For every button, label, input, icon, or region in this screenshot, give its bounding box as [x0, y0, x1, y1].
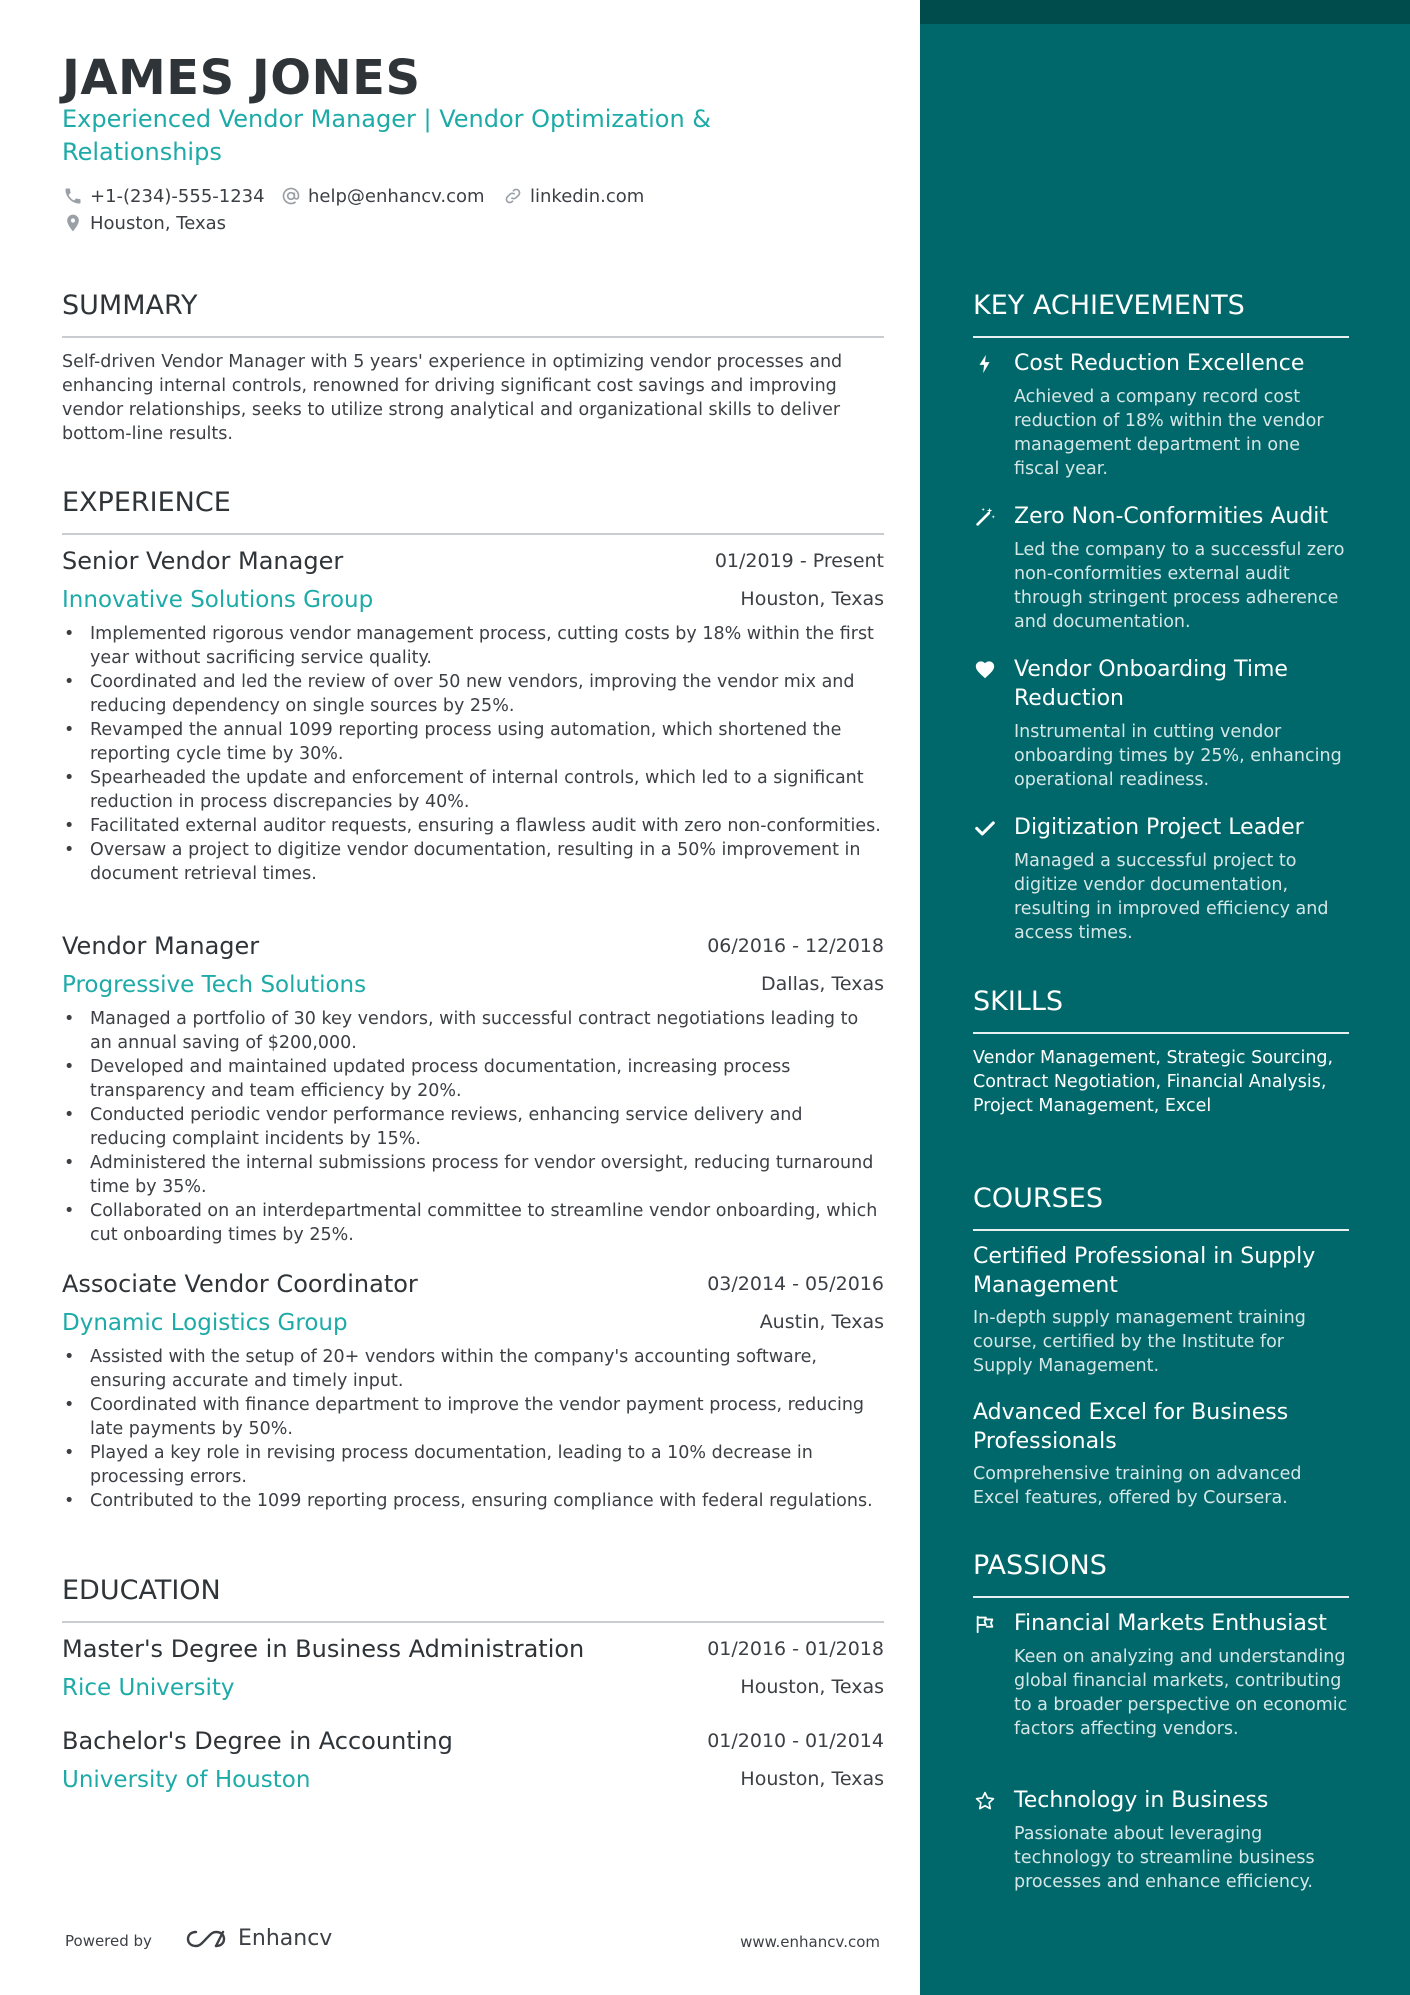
- email-text: help@enhancv.com: [308, 185, 485, 207]
- job-entry: [62, 547, 884, 886]
- bullet-item: • Spearheaded the update and enforcement of internal controls, which led to a significant reduction in process discrepancies by 40%.: [62, 766, 884, 814]
- job-dates: 03/2014 - 05/2016: [707, 1273, 884, 1295]
- link-icon: [502, 185, 524, 207]
- sidebar-top-band: [920, 0, 1410, 24]
- passion-title: Financial Markets Enthusiast: [1014, 1611, 1327, 1636]
- section-divider: [973, 1032, 1349, 1034]
- skills-text: Vendor Management, Strategic Sourcing, Contract Negotiation, Financial Analysis, Project Management, Excel: [973, 1048, 1334, 1116]
- sidebar: [920, 0, 1410, 1995]
- headline: Experienced Vendor Manager | Vendor Optimization & Relationships: [62, 105, 712, 166]
- heart-icon: [973, 658, 997, 682]
- job-dates: 01/2019 - Present: [714, 550, 884, 572]
- achievement-title: Zero Non-Conformities Audit: [1014, 504, 1329, 529]
- experience-heading: EXPERIENCE: [62, 487, 231, 518]
- passion-title: Technology in Business: [1014, 1788, 1269, 1813]
- bolt-icon: [973, 352, 997, 376]
- bullet-item: • Facilitated external auditor requests, ensuring a flawless audit with zero non-conformities.: [62, 814, 884, 838]
- achievement-title: Vendor Onboarding Time Reduction: [1014, 657, 1288, 711]
- education-entry: [62, 1635, 884, 1715]
- school-name[interactable]: Rice University: [62, 1675, 235, 1701]
- education-dates: 01/2010 - 01/2014: [707, 1730, 884, 1752]
- company-name[interactable]: Progressive Tech Solutions: [62, 972, 367, 998]
- section-divider: [973, 336, 1349, 338]
- bullet-item: • Assisted with the setup of 20+ vendors within the company's accounting software, ensuring accurate and timely input.: [62, 1345, 884, 1393]
- phone-text: +1-(234)-555-1234: [90, 185, 265, 207]
- company-name[interactable]: Dynamic Logistics Group: [62, 1310, 348, 1336]
- job-location: Austin, Texas: [759, 1311, 884, 1333]
- school-name[interactable]: University of Houston: [62, 1767, 311, 1793]
- bullet-item: • Played a key role in revising process documentation, leading to a 10% decrease in processing errors.: [62, 1441, 884, 1489]
- powered-by-text: Powered by: [65, 1932, 152, 1950]
- achievement-desc: Instrumental in cutting vendor onboarding times by 25%, enhancing operational readiness.: [1014, 722, 1342, 790]
- courses-heading: COURSES: [973, 1183, 1103, 1214]
- achievement-item: [973, 349, 1349, 481]
- job-title: Vendor Manager: [62, 932, 260, 960]
- course-title: Advanced Excel for Business Professionals: [973, 1400, 1289, 1454]
- bullet-item: • Developed and maintained updated process documentation, increasing process transparency and team efficiency by 20%.: [62, 1055, 884, 1103]
- job-bullets: [62, 622, 884, 886]
- linkedin-text: linkedin.com: [530, 185, 645, 207]
- school-location: Houston, Texas: [740, 1676, 884, 1698]
- job-entry: [62, 932, 884, 1247]
- passion-desc: Passionate about leveraging technology to streamline business processes and enhance efficiency.: [1014, 1824, 1315, 1892]
- achievement-desc: Led the company to a successful zero non-conformities external audit through stringent process adherence and documentation.: [1014, 540, 1345, 632]
- skills-heading: SKILLS: [973, 986, 1064, 1017]
- candidate-name: JAMES JONES: [62, 50, 421, 106]
- passion-item: [973, 1609, 1349, 1741]
- section-divider: [62, 1621, 884, 1623]
- course-desc: Comprehensive training on advanced Excel features, offered by Coursera.: [973, 1464, 1302, 1508]
- brand-name: Enhancv: [238, 1926, 333, 1951]
- phone-contact[interactable]: [62, 183, 265, 209]
- section-divider: [62, 533, 884, 535]
- star-icon: [973, 1789, 997, 1813]
- degree-title: Master's Degree in Business Administration: [62, 1635, 585, 1663]
- course-desc: In-depth supply management training course, certified by the Institute for Supply Management.: [973, 1308, 1306, 1376]
- achievement-item: [973, 813, 1349, 945]
- checkmark-icon: [973, 816, 997, 840]
- enhancv-logo[interactable]: [184, 1926, 332, 1951]
- bullet-item: • Collaborated on an interdepartmental committee to streamline vendor onboarding, which cut onboarding times by 25%.: [62, 1199, 884, 1247]
- bullet-item: • Contributed to the 1099 reporting process, ensuring compliance with federal regulations.: [62, 1489, 884, 1513]
- achievement-desc: Achieved a company record cost reduction of 18% within the vendor management department in one fiscal year.: [1014, 387, 1324, 479]
- section-divider: [973, 1229, 1349, 1231]
- achievement-title: Cost Reduction Excellence: [1014, 351, 1305, 376]
- at-icon: [280, 185, 302, 207]
- job-location: Houston, Texas: [740, 588, 884, 610]
- school-location: Houston, Texas: [740, 1768, 884, 1790]
- bullet-item: • Oversaw a project to digitize vendor documentation, resulting in a 50% improvement in document retrieval times.: [62, 838, 884, 886]
- bullet-item: • Administered the internal submissions process for vendor oversight, reducing turnaround time by 35%.: [62, 1151, 884, 1199]
- section-divider: [973, 1596, 1349, 1598]
- education-heading: EDUCATION: [62, 1575, 221, 1606]
- bullet-item: • Coordinated and led the review of over 50 new vendors, improving the vendor mix and reducing dependency on single sources by 25%.: [62, 670, 884, 718]
- location-text: Houston, Texas: [90, 212, 227, 234]
- job-dates: 06/2016 - 12/2018: [707, 935, 884, 957]
- achievement-item: [973, 502, 1349, 634]
- magic-wand-icon: [973, 505, 997, 529]
- course-title: Certified Professional in Supply Management: [973, 1244, 1316, 1298]
- bullet-item: • Conducted periodic vendor performance reviews, enhancing service delivery and reducing complaint incidents by 15%.: [62, 1103, 884, 1151]
- job-bullets: [62, 1345, 884, 1513]
- passion-desc: Keen on analyzing and understanding global financial markets, contributing to a broader perspective on economic factors affecting vendors.: [1014, 1647, 1348, 1739]
- footer: [62, 1928, 884, 1958]
- passions-heading: PASSIONS: [973, 1550, 1107, 1581]
- passion-item: [973, 1786, 1349, 1894]
- company-name[interactable]: Innovative Solutions Group: [62, 587, 374, 613]
- summary-heading: SUMMARY: [62, 290, 198, 321]
- education-dates: 01/2016 - 01/2018: [707, 1638, 884, 1660]
- degree-title: Bachelor's Degree in Accounting: [62, 1727, 453, 1755]
- education-entry: [62, 1727, 884, 1807]
- infinity-logo-icon: [184, 1927, 230, 1951]
- bullet-item: • Managed a portfolio of 30 key vendors, with successful contract negotiations leading to an annual saving of $200,000.: [62, 1007, 884, 1055]
- job-entry: [62, 1270, 884, 1513]
- flag-icon: [973, 1612, 997, 1636]
- job-location: Dallas, Texas: [761, 973, 884, 995]
- job-title: Associate Vendor Coordinator: [62, 1270, 418, 1298]
- bullet-item: • Implemented rigorous vendor management process, cutting costs by 18% within the first year without sacrificing service quality.: [62, 622, 884, 670]
- course-item: [973, 1398, 1349, 1510]
- bullet-item: • Revamped the annual 1099 reporting process using automation, which shortened the reporting cycle time by 30%.: [62, 718, 884, 766]
- email-contact[interactable]: [280, 183, 485, 209]
- achievement-item: [973, 655, 1349, 792]
- summary-text: Self-driven Vendor Manager with 5 years' experience in optimizing vendor processes and enhancing internal controls, renowned for driving significant cost savings and improving vendor relationships, seeks to utilize strong analytical and organizational skills to deliver bottom-line results.: [62, 352, 843, 444]
- website-link[interactable]: www.enhancv.com: [740, 1933, 880, 1951]
- achievement-title: Digitization Project Leader: [1014, 815, 1304, 840]
- job-title: Senior Vendor Manager: [62, 547, 344, 575]
- achievement-desc: Managed a successful project to digitize vendor documentation, resulting in improved efficiency and access times.: [1014, 851, 1329, 943]
- section-divider: [62, 336, 884, 338]
- bullet-item: • Coordinated with finance department to improve the vendor payment process, reducing late payments by 50%.: [62, 1393, 884, 1441]
- achievements-heading: KEY ACHIEVEMENTS: [973, 290, 1245, 321]
- location-pin-icon: [62, 212, 84, 234]
- job-bullets: [62, 1007, 884, 1247]
- linkedin-contact[interactable]: [502, 183, 644, 209]
- phone-icon: [62, 185, 84, 207]
- location-contact: [62, 210, 226, 236]
- course-item: [973, 1242, 1349, 1378]
